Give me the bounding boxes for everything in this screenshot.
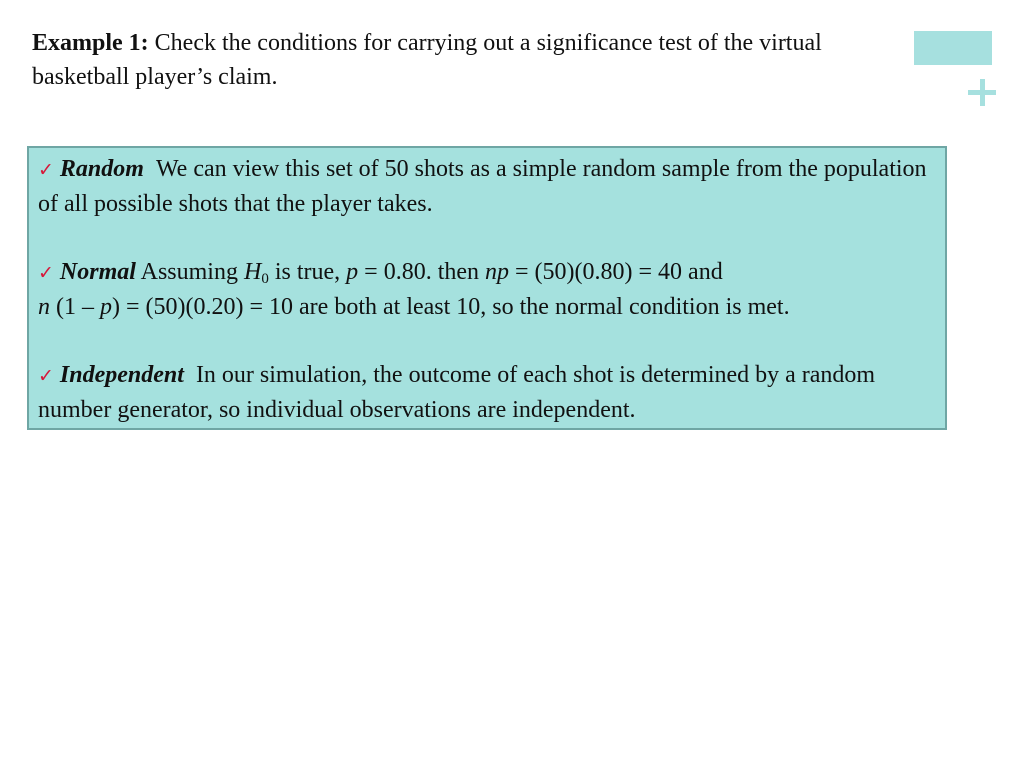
normal-text-4: = (50)(0.80) = 40 and [509,259,723,285]
h-subscript: 0 [261,271,269,287]
conditions-box [27,146,947,430]
h-symbol: H [243,259,262,285]
normal-text-6: ) = (50)(0.20) = 10 are both at least 10, so the normal condition is met. [112,294,790,320]
np-symbol: np [485,259,510,285]
independent-text: In our simulation, the outcome of each shot is determined by a random number generator, so individual observations are independent. [38,362,876,423]
normal-keyword: Normal [59,259,136,285]
checkmark-icon: ✓ [38,262,54,284]
normal-text-5: (1 – [50,294,100,320]
example-text: Check the conditions for carrying out a significance test of the virtual basketball player’s claim. [32,30,822,90]
decorative-rectangle [914,31,992,65]
checkmark-icon: ✓ [38,159,54,181]
normal-text-1: Assuming [140,259,244,285]
independent-condition [38,358,937,427]
random-condition [38,152,937,221]
normal-condition [38,255,937,324]
n-symbol: n [38,294,50,320]
random-keyword: Random [59,156,144,182]
plus-icon [966,76,998,108]
random-text: We can view this set of 50 shots as a simple random sample from the population of all possible shots that the player takes. [38,156,927,217]
p-symbol: p [346,259,359,285]
independent-keyword: Independent [59,362,184,388]
example-label: Example 1: [32,30,149,56]
normal-text-2: is true, [268,259,347,285]
checkmark-icon: ✓ [38,365,54,387]
p-symbol-2: p [100,294,112,320]
slide-title [32,26,902,94]
normal-text-3: = 0.80. then [358,259,486,285]
